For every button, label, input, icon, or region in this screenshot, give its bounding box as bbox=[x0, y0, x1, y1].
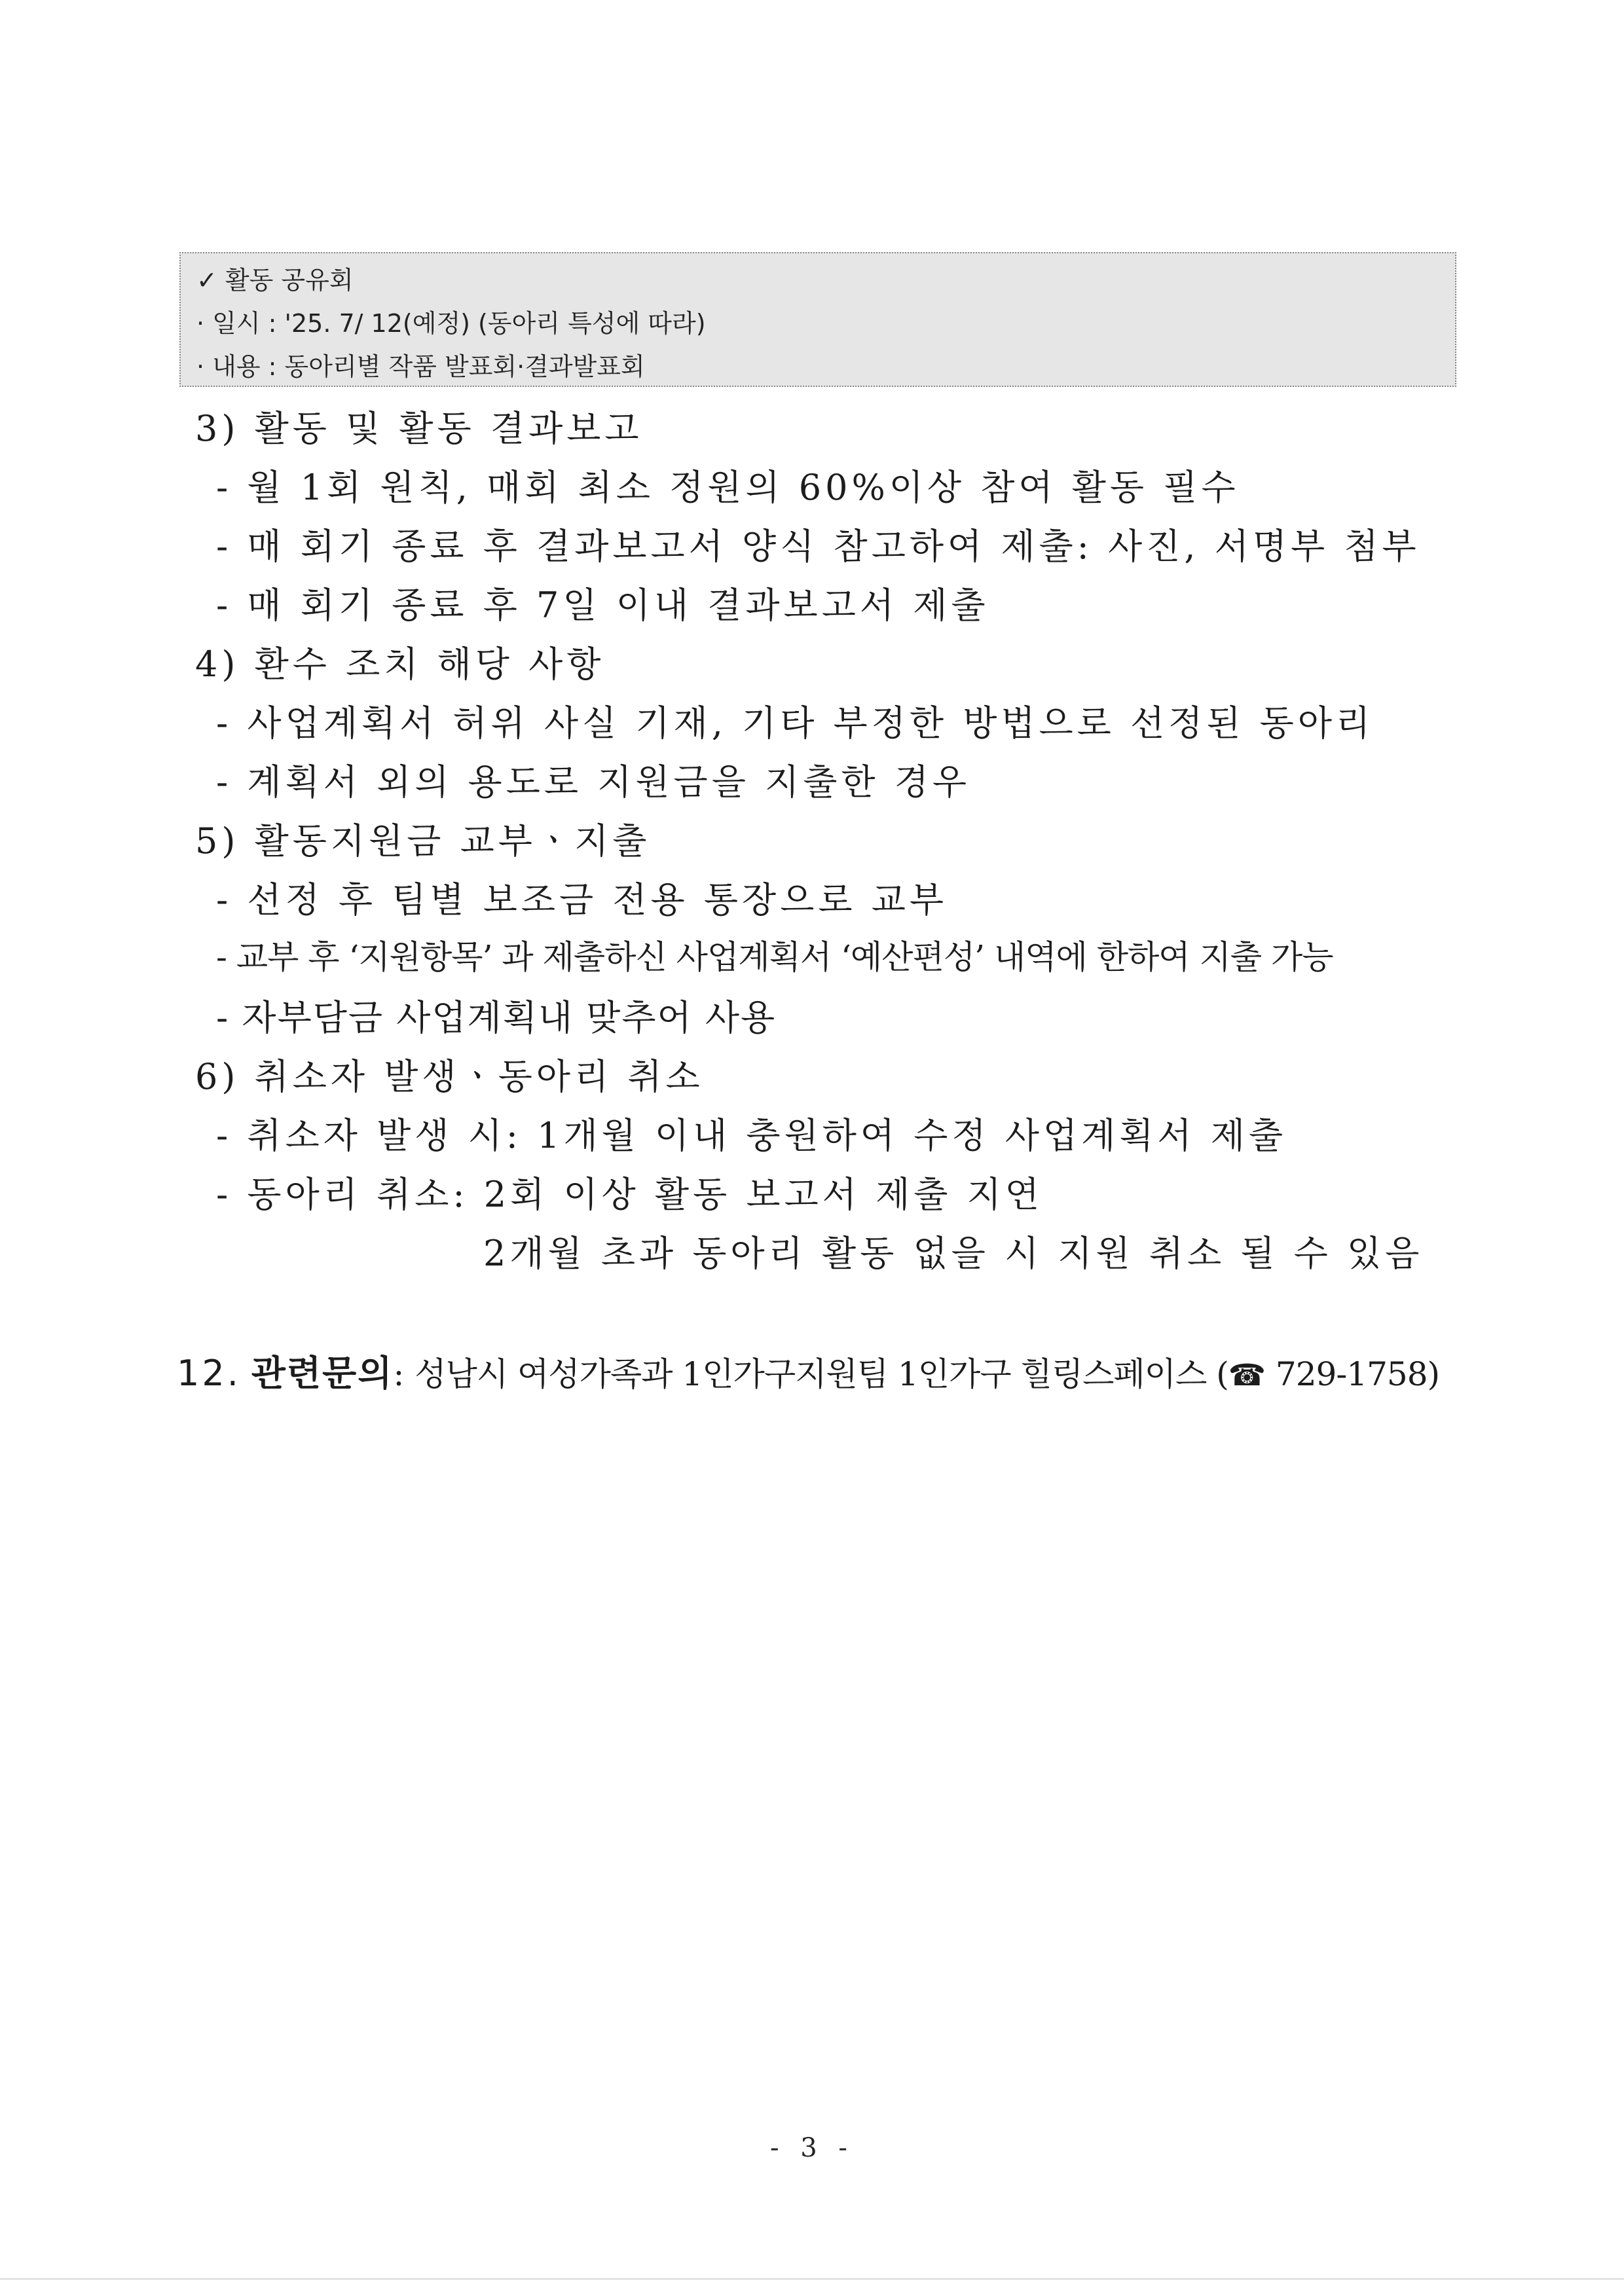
section-5-item-2: - 교부 후 ‘지원항목’ 과 제출하신 사업계획서 ‘예산편성’ 내역에 한하여 지출 가능 bbox=[216, 938, 1333, 976]
section-4-item-2: - 계획서 외의 용도로 지원금을 지출한 경우 bbox=[216, 761, 971, 803]
section-6-item-2-continuation: 2개월 초과 동아리 활동 없을 시 지원 취소 될 수 있음 bbox=[483, 1233, 1424, 1274]
notice-content: · 내용 : 동아리별 작품 발표회·결과발표회 bbox=[196, 352, 645, 381]
inquiry-phone-number: 729-1758) bbox=[1266, 1355, 1440, 1393]
inquiry-line bbox=[177, 1345, 1439, 1396]
section-3-item-3: - 매 회기 종료 후 7일 이내 결과보고서 제출 bbox=[216, 585, 989, 626]
section-3-heading: 3) 활동 및 활동 결과보고 bbox=[195, 408, 643, 449]
section-6-heading: 6) 취소자 발생ㆍ동아리 취소 bbox=[195, 1056, 704, 1097]
inquiry-contact-text: 성남시 여성가족과 1인가구지원팀 1인가구 힐링스페이스 ( bbox=[415, 1355, 1228, 1393]
inquiry-heading: 관련문의 bbox=[251, 1353, 394, 1394]
section-3-item-2: - 매 회기 종료 후 결과보고서 양식 참고하여 제출: 사진, 서명부 첨부 bbox=[216, 526, 1420, 567]
bottom-divider bbox=[0, 2278, 1624, 2280]
section-3-item-1: - 월 1회 원칙, 매회 최소 정원의 60%이상 참여 활동 필수 bbox=[216, 467, 1240, 508]
section-6-item-1: - 취소자 발생 시: 1개월 이내 충원하여 수정 사업계획서 제출 bbox=[216, 1115, 1287, 1156]
section-6-item-2: - 동아리 취소: 2회 이상 활동 보고서 제출 지연 bbox=[216, 1174, 1043, 1215]
section-5-heading: 5) 활동지원금 교부ㆍ지출 bbox=[195, 820, 651, 862]
section-4-heading: 4) 환수 조치 해당 사항 bbox=[195, 644, 605, 685]
inquiry-number: 12. bbox=[177, 1353, 241, 1394]
telephone-icon: ☎ bbox=[1228, 1357, 1266, 1393]
inquiry-colon: : bbox=[393, 1355, 405, 1393]
activity-sharing-notice-box bbox=[179, 252, 1456, 387]
section-4-item-1: - 사업계획서 허위 사실 기재, 기타 부정한 방법으로 선정된 동아리 bbox=[216, 702, 1375, 744]
section-5-item-3: - 자부담금 사업계획내 맞추어 사용 bbox=[216, 997, 777, 1038]
page-number: - 3 - bbox=[770, 2133, 854, 2163]
notice-title: ✓ 활동 공유회 bbox=[196, 266, 354, 295]
notice-schedule: · 일시 : '25. 7/ 12(예정) (동아리 특성에 따라) bbox=[196, 309, 706, 338]
section-5-item-1: - 선정 후 팀별 보조금 전용 통장으로 교부 bbox=[216, 879, 948, 920]
